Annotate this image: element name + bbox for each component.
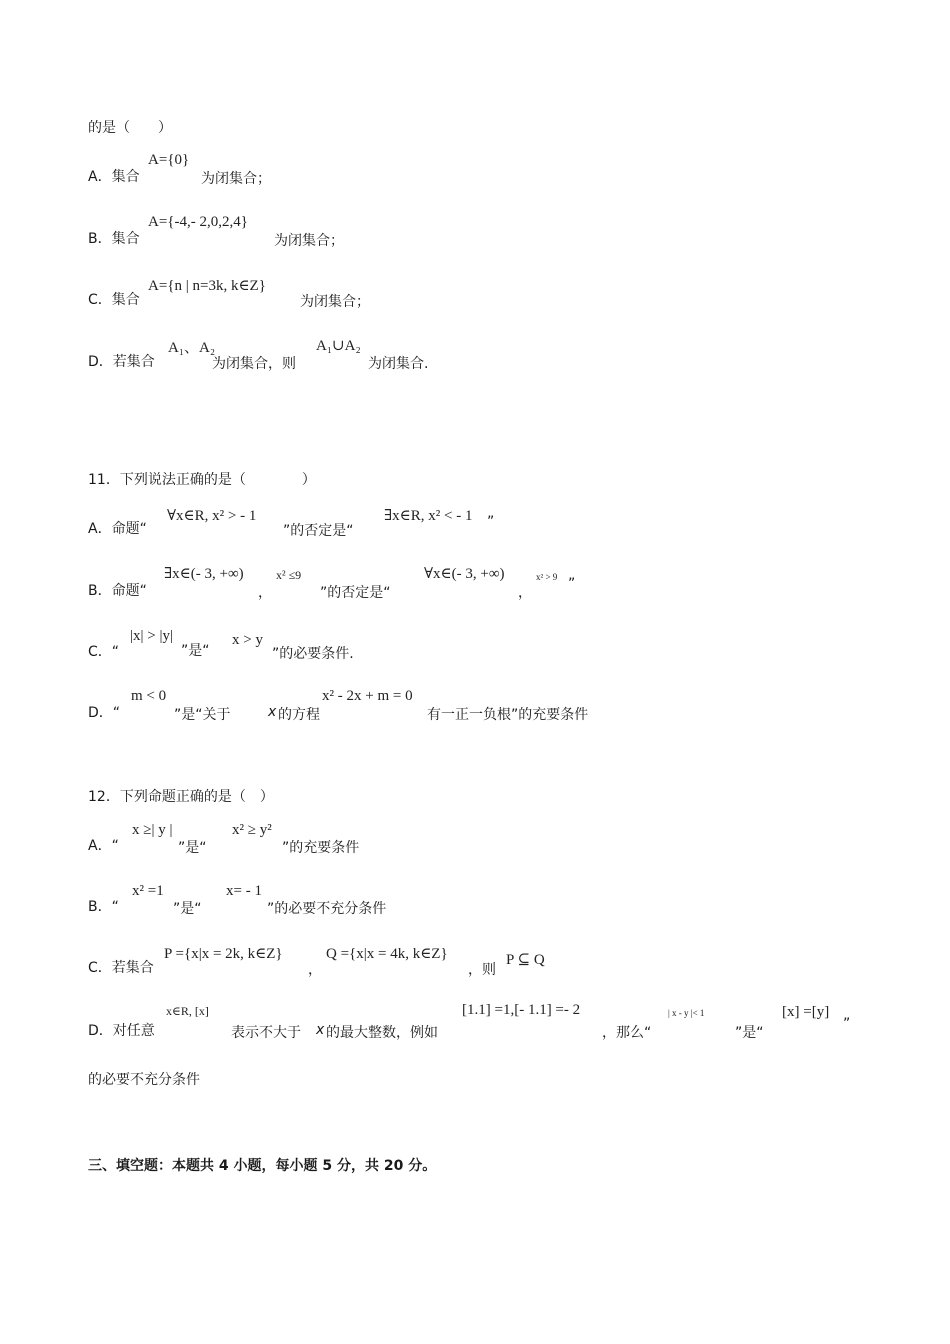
formula: x² - 2x + m = 0 <box>322 688 413 704</box>
variable-x: x <box>316 1022 325 1038</box>
formula: x² ≤9 <box>276 568 302 582</box>
comma: ， <box>518 585 532 601</box>
formula: x² ≥ y² <box>232 822 272 838</box>
option-label: B．“ <box>88 899 119 915</box>
option-label: A．“ <box>88 838 119 854</box>
option-text: ”是“ <box>181 643 210 659</box>
variable-x: x <box>268 704 277 720</box>
formula: x > y <box>232 632 263 648</box>
formula: A={n | n=3k, k∈Z} <box>148 278 266 294</box>
q11-stem: 11．下列说法正确的是（ ） <box>88 472 316 488</box>
option-label: D．对任意 <box>88 1023 155 1039</box>
option-text: 的最大整数，例如 <box>326 1025 438 1041</box>
option-label: D．“ <box>88 705 121 721</box>
option-label: C．若集合 <box>88 960 154 976</box>
formula: x∈R, [x] <box>166 1004 209 1018</box>
option-text: 为闭集合； <box>201 171 271 187</box>
formula: |x| > |y| <box>130 628 173 644</box>
comma: ， <box>258 585 272 601</box>
formula: Q ={x|x = 4k, k∈Z} <box>326 946 448 962</box>
option-label: A．命题“ <box>88 521 147 537</box>
option-text: 为闭集合； <box>274 233 344 249</box>
formula: A₁、A₂ <box>168 340 216 356</box>
formula: A={-4,- 2,0,2,4} <box>148 214 248 230</box>
formula: P ⊆ Q <box>506 952 545 968</box>
option-text: ”的充要条件 <box>282 840 360 856</box>
option-text: ，则 <box>468 962 496 978</box>
option-text: 的方程 <box>278 707 320 723</box>
q12-stem: 12．下列命题正确的是（ ） <box>88 789 274 805</box>
formula: x² > 9 <box>536 572 558 582</box>
option-label: B．命题“ <box>88 583 147 599</box>
q12-option-d-continuation: 的必要不充分条件 <box>88 1072 200 1088</box>
option-text: ”的否定是“ <box>283 523 354 539</box>
option-text: 有一正一负根”的充要条件 <box>427 707 589 723</box>
option-text: 为闭集合； <box>300 294 370 310</box>
option-text: ，那么“ <box>602 1025 652 1041</box>
option-text: ”是“ <box>178 840 207 856</box>
option-text: ” <box>843 1016 851 1032</box>
option-text: ”的必要条件. <box>272 646 354 662</box>
option-text: ”是“关于 <box>174 707 231 723</box>
formula: [1.1] =1,[- 1.1] =- 2 <box>462 1002 581 1018</box>
option-label: B．集合 <box>88 231 140 247</box>
formula: ∀x∈(- 3, +∞) <box>424 566 505 582</box>
option-text: 表示不大于 <box>231 1025 301 1041</box>
formula: x² =1 <box>132 883 164 899</box>
option-label: C．集合 <box>88 292 140 308</box>
comma: ， <box>308 962 322 978</box>
formula: x ≥| y | <box>132 822 173 838</box>
formula: m < 0 <box>131 688 167 704</box>
option-text: ”的否定是“ <box>320 585 391 601</box>
formula: [x] =[y] <box>782 1004 830 1020</box>
formula: | x - y |< 1 <box>668 1008 705 1018</box>
option-label: A．集合 <box>88 169 140 185</box>
formula: x= - 1 <box>226 883 262 899</box>
option-text: 为闭集合. <box>368 356 429 372</box>
option-text: ”的必要不充分条件 <box>267 901 387 917</box>
option-label: C．“ <box>88 644 120 660</box>
q10-stem-continuation: 的是（ ） <box>88 120 172 136</box>
option-text: ” <box>487 514 495 530</box>
formula: A={0} <box>148 152 190 168</box>
formula: A₁∪A₂ <box>316 338 361 354</box>
option-text: ”是“ <box>173 901 202 917</box>
option-label: D．若集合 <box>88 354 155 370</box>
option-text: ”是“ <box>735 1025 764 1041</box>
formula: ∀x∈R, x² > - 1 <box>167 508 257 524</box>
formula: ∃x∈R, x² < - 1 <box>384 508 473 524</box>
formula: P ={x|x = 2k, k∈Z} <box>164 946 283 962</box>
section-heading: 三、填空题：本题共 4 小题，每小题 5 分，共 20 分。 <box>88 1158 437 1174</box>
formula: ∃x∈(- 3, +∞) <box>164 566 244 582</box>
option-text: 为闭集合，则 <box>212 356 296 372</box>
option-text: ” <box>568 576 576 592</box>
